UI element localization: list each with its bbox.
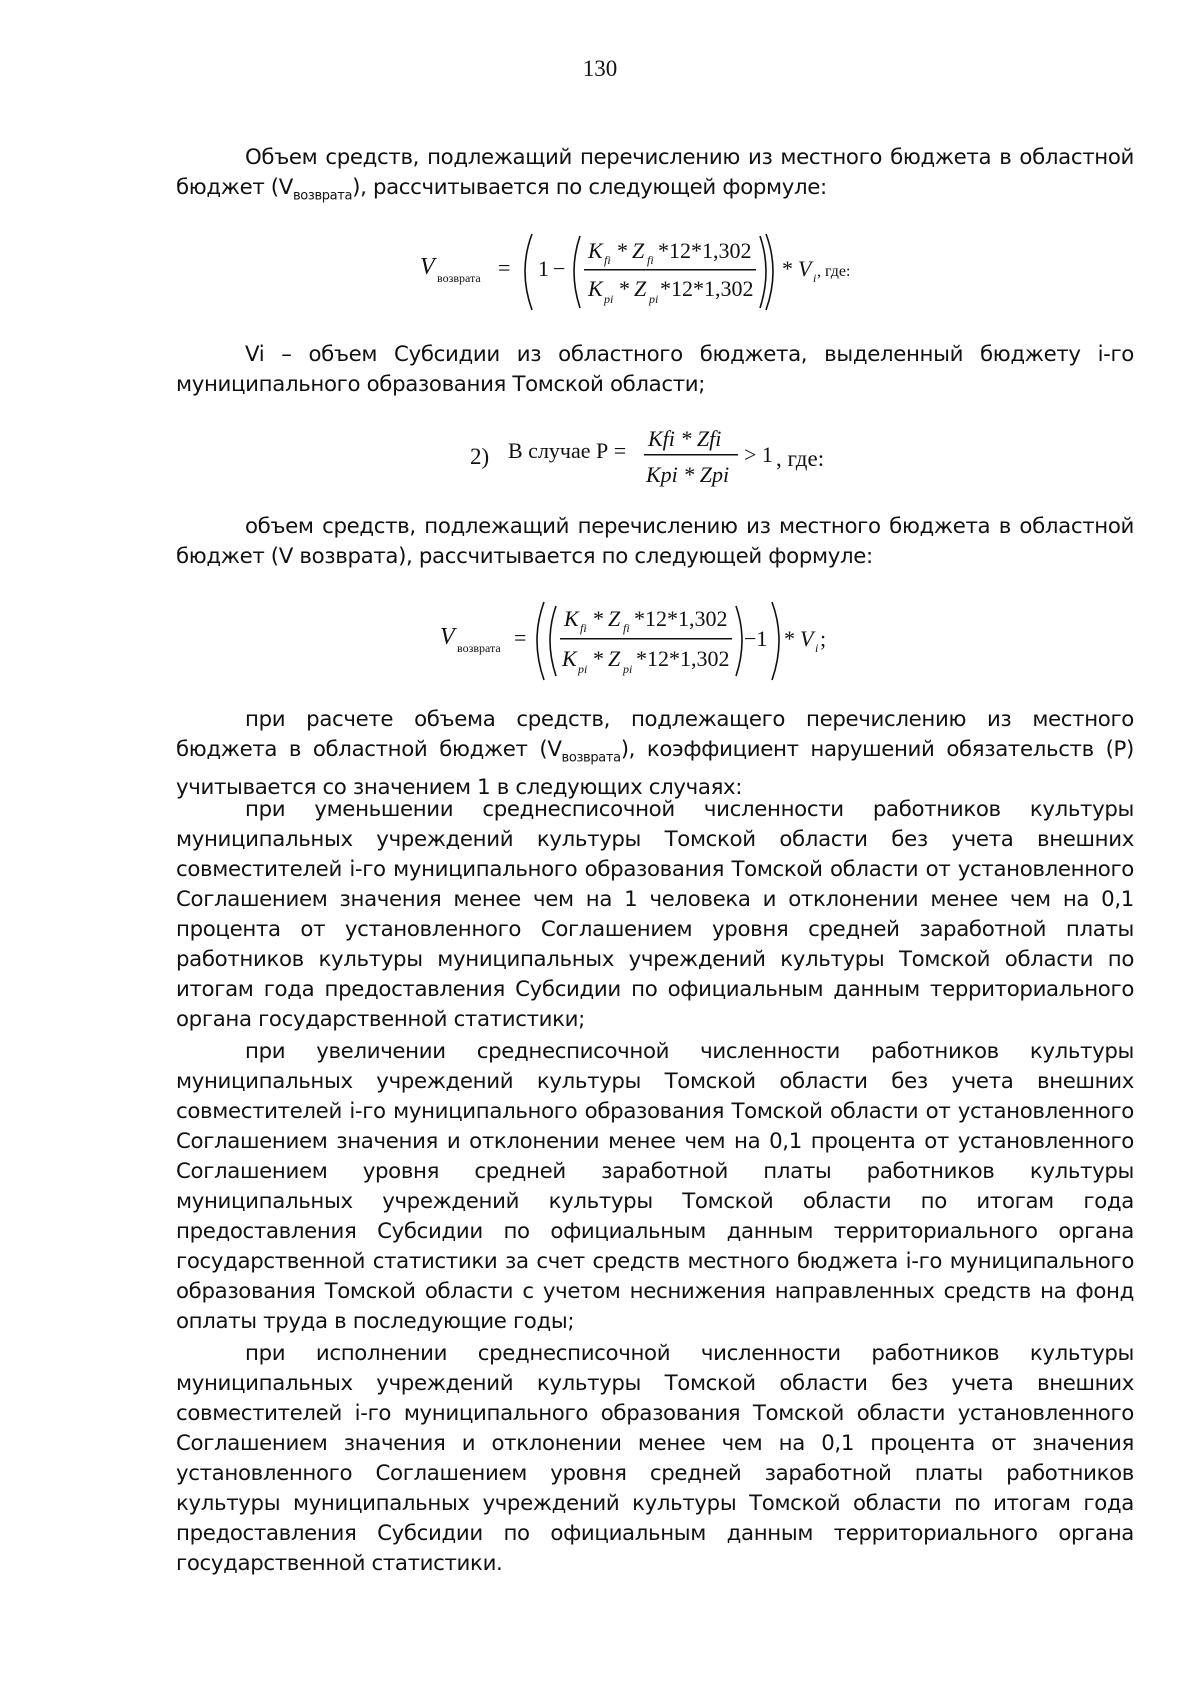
paragraph-case-2 (176, 512, 1134, 572)
formula-2 (440, 596, 860, 686)
svg-text:fi: fi (623, 621, 630, 635)
svg-text:pi: pi (604, 292, 614, 306)
svg-text:*: * (782, 256, 793, 281)
formula-1-vi-sub: i (813, 271, 817, 285)
svg-text:fi: fi (580, 621, 587, 635)
svg-text:*: * (593, 606, 604, 631)
case-2-text: В случае Р = (508, 438, 627, 463)
formula-1-vi: V (798, 256, 812, 281)
svg-text:=: = (498, 255, 511, 280)
formula-1-lhs: V (420, 254, 435, 280)
svg-text:Z: Z (608, 646, 621, 671)
formula-1 (420, 226, 900, 316)
paragraph-coefficient-text-a: при расчете объема средств, подлежащего перечислению из местного бюджета в областной бюджет (V (176, 707, 1134, 762)
paragraph-decrease (176, 795, 1134, 1035)
formula-1-lhs-sub: возврата (437, 271, 481, 285)
paragraph-intro-end: ), рассчитывается по следующей формуле: (352, 175, 827, 200)
svg-text:*12*1,302: *12*1,302 (660, 276, 754, 301)
formula-2-lhs-sub: возврата (457, 641, 501, 655)
svg-text:K: K (588, 276, 603, 301)
paragraph-decrease-text: при уменьшении среднесписочной численности работников культуры муниципальных учреждений культуры Томской области без учета внешних совместителей i-го муниципального образования Томской области от установленного Соглашением значения менее чем на 1 человека и отклонении менее чем на 0,1 процента от установленного Соглашением уровня средней заработной платы работников культуры муниципальных учреждений культуры Томской области по итогам года предоставления Субсидии по официальным данным территориального органа государственной статистики; (176, 797, 1134, 1032)
svg-text:Z: Z (632, 238, 645, 263)
paragraph-intro-sub: возврата (292, 188, 353, 204)
svg-text:fi: fi (647, 253, 654, 267)
svg-text:Z: Z (634, 276, 647, 301)
svg-text:K: K (564, 606, 579, 631)
svg-text:*12*1,302: *12*1,302 (658, 238, 752, 263)
svg-text:K: K (588, 238, 603, 263)
svg-text:pi: pi (578, 662, 588, 676)
paragraph-vi (176, 340, 1134, 400)
paragraph-coefficient (176, 705, 1134, 803)
svg-text:pi: pi (623, 662, 633, 676)
svg-text:*12*1,302: *12*1,302 (634, 606, 728, 631)
svg-text:fi: fi (604, 253, 611, 267)
paragraph-increase-text: при увеличении среднесписочной численности работников культуры муниципальных учреждений культуры Томской области без учета внешних совместителей i-го муниципального образования Томской области от установленного Соглашением значения и отклонении менее чем на 0,1 процента от установленного Соглашением уровня средней заработной платы работников культуры муниципальных учреждений культуры Томской области по итогам года предоставления Субсидии по официальным данным территориального органа государственной статистики за счет средств местного бюджета i-го муниципального образования Томской области с учетом неснижения направленных средств на фонд оплаты труда в последующие годы; (176, 1039, 1134, 1334)
paragraph-increase (176, 1037, 1134, 1337)
paragraph-fulfilment-text: при исполнении среднесписочной численности работников культуры муниципальных учреждений культуры Томской области без учета внешних совместителей i-го муниципального образования Томской области установленного Соглашением значения и отклонении менее чем на 0,1 процента от значения установленного Соглашением уровня средней заработной платы работников культуры муниципальных учреждений культуры Томской области по итогам года предоставления Субсидии по официальным данным территориального органа государственной статистики. (176, 1341, 1134, 1576)
formula-2-tail: ; (820, 626, 827, 651)
case-2-label: 2) (470, 444, 490, 469)
svg-text:*: * (619, 276, 630, 301)
formula-case-2 (470, 418, 910, 498)
formula-1-numerator (587, 238, 752, 267)
case-2-tail: , где: (776, 446, 825, 471)
paragraph-fulfilment (176, 1339, 1134, 1579)
formula-2-denominator (561, 646, 730, 676)
case-2-numerator: Kfi * Zfi (648, 426, 722, 451)
svg-text:pi: pi (649, 292, 659, 306)
formula-2-vi-sub: i (815, 641, 819, 655)
paragraph-intro-text: Объем средств, подлежащий перечислению из местного бюджета в областной бюджет (V (176, 145, 1134, 200)
formula-2-minus-one: −1 (744, 626, 768, 651)
case-2-rhs: > 1 (744, 442, 773, 467)
formula-2-vi: V (800, 626, 814, 651)
page-number: 130 (582, 56, 618, 81)
svg-text:*: * (784, 626, 795, 651)
paragraph-intro (176, 143, 1134, 211)
svg-text:K: K (562, 646, 577, 671)
case-2-denominator: Kpi * Zpi (646, 462, 730, 487)
paragraph-coefficient-sub: возврата (561, 750, 621, 766)
formula-2-numerator (563, 606, 728, 635)
formula-1-denominator (587, 276, 754, 306)
svg-text:*12*1,302: *12*1,302 (636, 646, 730, 671)
svg-text:=: = (514, 625, 527, 650)
paragraph-case-2-text: объем средств, подлежащий перечислению из местного бюджета в областной бюджет (V возврата), рассчитывается по следующей формуле: (176, 514, 1134, 569)
svg-text:Z: Z (608, 606, 621, 631)
svg-text:*: * (617, 238, 628, 263)
paragraph-coefficient-text-b: ), коэффициент нарушений обязательств (Р) учитывается со значением 1 в следующих случаях: (176, 737, 1134, 801)
formula-1-tail: , где: (817, 263, 851, 280)
formula-1-one: 1 (538, 256, 549, 281)
svg-text:*: * (593, 646, 604, 671)
formula-2-lhs: V (440, 624, 455, 650)
svg-text:−: − (553, 256, 566, 281)
paragraph-vi-text: Vi – объем Субсидии из областного бюджета, выделенный бюджету i-го муниципального образования Томской области; (176, 342, 1134, 397)
